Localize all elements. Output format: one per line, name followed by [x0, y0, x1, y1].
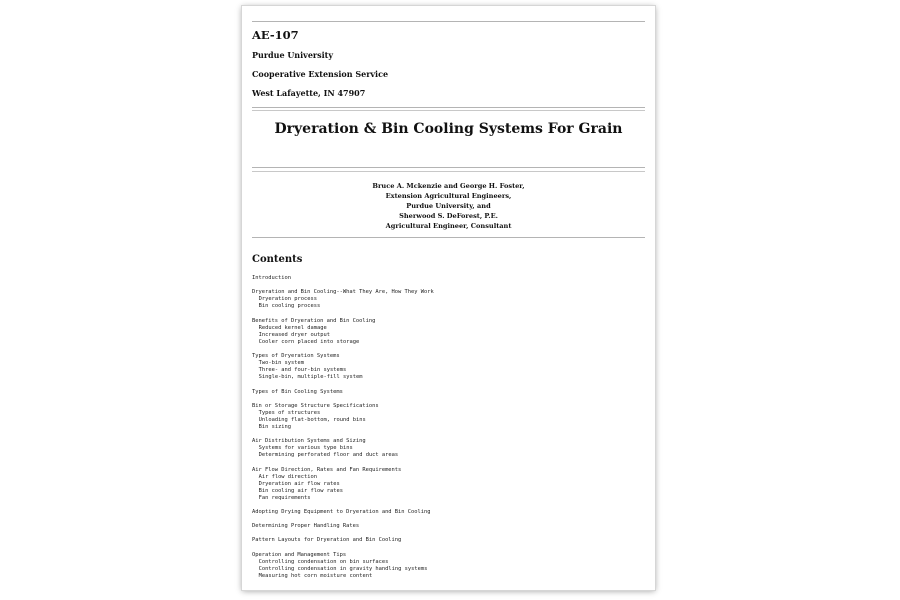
- toc-section-title[interactable]: Bin or Storage Structure Specifications: [252, 402, 379, 409]
- divider: [252, 237, 645, 238]
- toc-subitem[interactable]: Determining perforated floor and duct areas: [258, 452, 399, 459]
- toc-section: [252, 403, 434, 431]
- toc-subitem[interactable]: Controlling condensation in gravity handling systems: [258, 565, 428, 572]
- author-line: Sherwood S. DeForest, P.E.: [399, 211, 498, 220]
- author-line: Extension Agricultural Engineers,: [385, 191, 512, 200]
- toc-subitem[interactable]: Three- and four-bin systems: [258, 367, 347, 374]
- toc-section-title[interactable]: Benefits of Dryeration and Bin Cooling: [252, 317, 376, 324]
- toc-section-title[interactable]: Pattern Layouts for Dryeration and Bin Cooling: [252, 537, 402, 544]
- author-line: Agricultural Engineer, Consultant: [385, 221, 512, 230]
- toc-section: [252, 552, 434, 580]
- toc-section: [252, 438, 434, 459]
- toc-subitem[interactable]: Fan requirements: [258, 494, 311, 501]
- toc-section: [252, 289, 434, 310]
- divider: [252, 171, 645, 172]
- toc-subitem[interactable]: Systems for various type bins: [258, 445, 353, 452]
- toc-section-title[interactable]: Dryeration and Bin Cooling--What They Are, How They Work: [252, 289, 434, 296]
- toc-subitem[interactable]: Bin cooling air flow rates: [258, 487, 343, 494]
- document-page: [242, 6, 655, 590]
- publication-code: AE-107: [252, 28, 299, 42]
- toc-section-title[interactable]: Adopting Drying Equipment to Dryeration and Bin Cooling: [252, 509, 431, 516]
- toc-subitem[interactable]: Types of structures: [258, 409, 321, 416]
- toc-subitem[interactable]: Unloading flat-bottom, round bins: [258, 416, 366, 423]
- contents-heading: Contents: [252, 254, 303, 265]
- document-title: Dryeration & Bin Cooling Systems For Grain: [274, 121, 623, 137]
- toc-subitem[interactable]: Bin cooling process: [258, 303, 321, 310]
- toc-section: [252, 509, 434, 516]
- divider: [252, 110, 645, 111]
- author-line: Purdue University, and: [406, 201, 491, 210]
- divider: [252, 167, 645, 168]
- toc-section: [252, 318, 434, 346]
- toc-section-title[interactable]: Air Flow Direction, Rates and Fan Requirements: [252, 466, 402, 473]
- header-address: West Lafayette, IN 47907: [252, 88, 366, 98]
- table-of-contents: [252, 275, 434, 587]
- toc-section: [252, 275, 434, 282]
- toc-section-title[interactable]: Air Distribution Systems and Sizing: [252, 438, 366, 445]
- header-service: Cooperative Extension Service: [252, 69, 389, 79]
- divider: [252, 21, 645, 22]
- toc-section-title[interactable]: Types of Dryeration Systems: [252, 353, 340, 360]
- toc-section-title[interactable]: Introduction: [252, 275, 291, 281]
- toc-section: [252, 537, 434, 544]
- toc-subitem[interactable]: Reduced kernel damage: [258, 324, 327, 331]
- toc-section-title[interactable]: Types of Bin Cooling Systems: [252, 388, 343, 395]
- toc-subitem[interactable]: Single-bin, multiple-fill system: [258, 374, 363, 381]
- toc-subitem[interactable]: Air flow direction: [258, 473, 318, 480]
- toc-subitem[interactable]: Bin sizing: [258, 423, 292, 430]
- author-line: Bruce A. Mckenzie and George H. Foster,: [372, 182, 525, 190]
- toc-subitem[interactable]: Dryeration air flow rates: [258, 480, 340, 487]
- toc-section: [252, 467, 434, 502]
- toc-section: [252, 353, 434, 381]
- toc-section-title[interactable]: Determining Proper Handling Rates: [252, 523, 360, 530]
- toc-subitem[interactable]: Measuring hot corn moisture content: [258, 572, 373, 579]
- toc-subitem[interactable]: Controlling condensation on bin surfaces: [258, 558, 389, 565]
- toc-section-title[interactable]: Operation and Management Tips: [252, 551, 347, 558]
- toc-subitem[interactable]: Two-bin system: [258, 360, 305, 367]
- toc-section: [252, 389, 434, 396]
- toc-subitem[interactable]: Increased dryer output: [258, 331, 330, 338]
- toc-subitem[interactable]: Dryeration process: [258, 296, 318, 303]
- toc-section: [252, 523, 434, 530]
- author-block: [242, 182, 655, 232]
- toc-subitem[interactable]: Cooler corn placed into storage: [258, 338, 360, 345]
- header-institution: Purdue University: [252, 50, 334, 60]
- divider: [252, 107, 645, 108]
